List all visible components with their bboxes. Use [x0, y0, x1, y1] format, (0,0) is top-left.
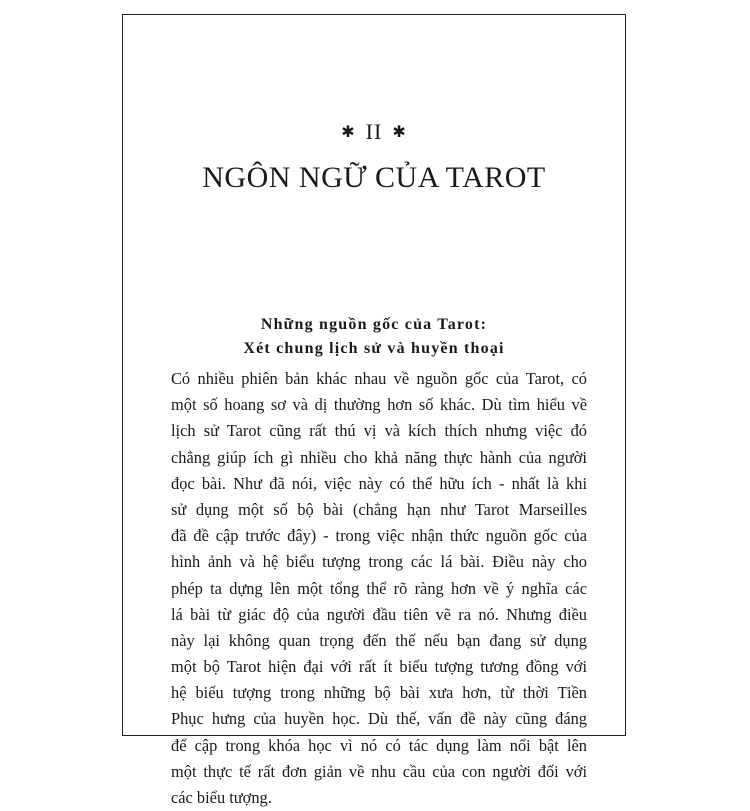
paragraph-line: đã đề cập trước đây) - trong việc nhận thức nguồn gốc của [171, 526, 587, 546]
paragraph-line: các biểu tượng. [171, 788, 272, 807]
paragraph-line: lá bài từ giác độ của người đầu tiên vẽ ra nó. Nhưng điều [171, 604, 587, 624]
paragraph-line: phép ta dựng lên một tổng thể rõ ràng hơn về ý nghĩa các [171, 578, 587, 598]
paragraph-line: để cập trong khóa học vì nó có tác dụng làm nổi bật lên [171, 735, 587, 755]
paragraph-line: một bộ Tarot hiện đại với rất ít biểu tượng tương đồng với [171, 657, 587, 677]
paragraph-line: hình ảnh và hệ biểu tượng trong các lá bài. Điều này cho [171, 552, 587, 572]
paragraph-line: hệ biểu tượng trong những bộ bài xưa hơn, từ thời Tiền [171, 683, 587, 703]
paragraph-line: một thực tế rất đơn giản về nhu cầu của con người đối với [171, 761, 587, 781]
chapter-number [123, 119, 625, 145]
paragraph-line: này lại không quan trọng đến thế nếu bạn đang sử dụng [171, 630, 587, 650]
chapter-title: NGÔN NGỮ CỦA TAROT [202, 161, 546, 194]
book-page [122, 14, 626, 807]
paragraph-line: Có nhiều phiên bản khác nhau về nguồn gốc của Tarot, có [171, 369, 587, 388]
section-heading-line-2: Xét chung lịch sử và huyền thoại [243, 340, 505, 357]
chapter-roman-numeral: II [365, 119, 383, 144]
asterisk-ornament-icon: ✱ [341, 124, 356, 141]
paragraph-line: đọc bài. Như đã nói, việc này có thể hữu ích - nhất là khi [171, 473, 587, 493]
section-heading-line-1: Những nguồn gốc của Tarot: [260, 316, 488, 333]
paragraph-line: sử dụng một số bộ bài (chẳng hạn như Tarot Marseilles [171, 499, 587, 519]
paragraph-line: một số hoang sơ và dị thường hơn số khác. Dù tìm hiểu về [171, 395, 587, 415]
body-paragraph [171, 366, 587, 811]
asterisk-ornament-icon: ✱ [392, 124, 407, 141]
paragraph-line: lịch sử Tarot cũng rất thú vị và kích thích nhưng việc đó [171, 421, 587, 441]
paragraph-line: chẳng giúp ích gì nhiều cho khả năng thực hành của người [171, 447, 587, 467]
paragraph-line: Phục hưng của huyền học. Dù thế, vấn đề này cũng đáng [171, 709, 587, 729]
section-heading [123, 313, 625, 361]
